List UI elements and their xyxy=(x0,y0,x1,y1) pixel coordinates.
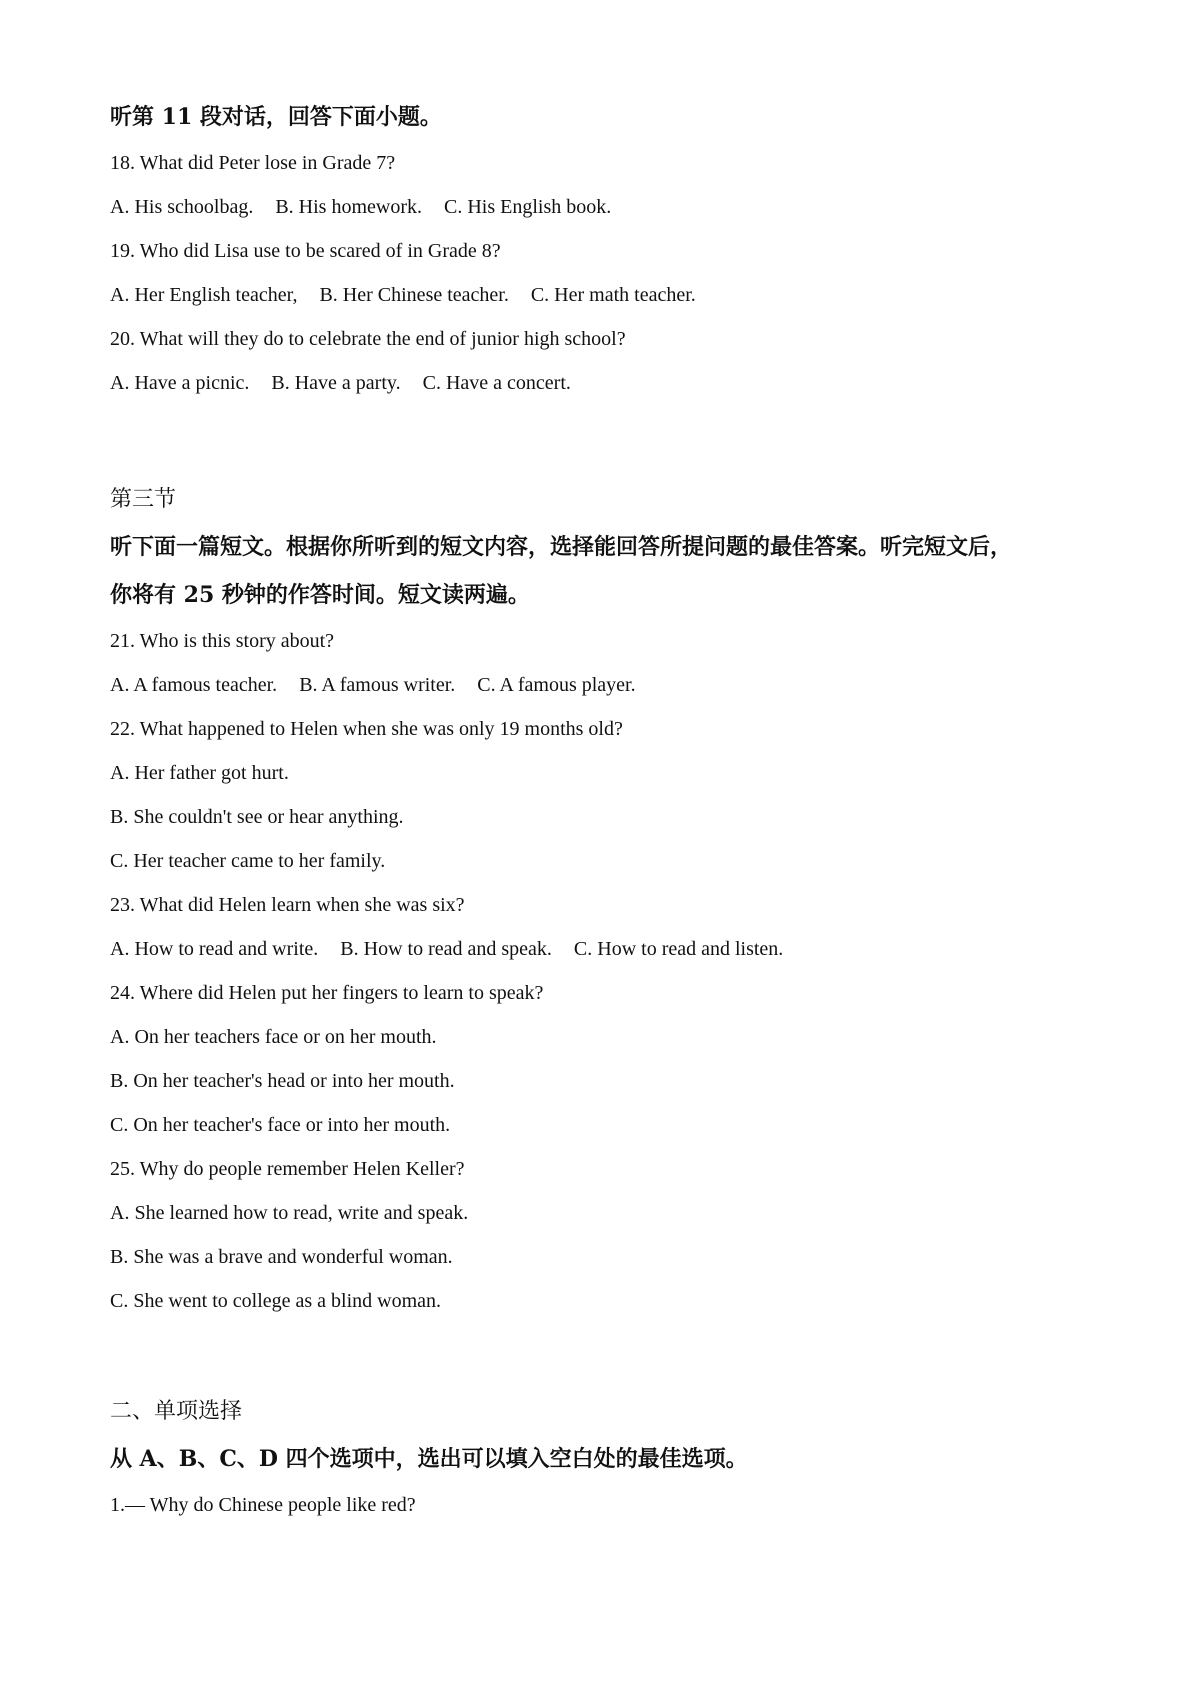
option-b: B. How to read and speak. xyxy=(340,938,552,960)
option-a: A. Have a picnic. xyxy=(110,372,250,394)
question-24: 24. Where did Helen put her fingers to learn to speak? xyxy=(110,982,544,1004)
question-24-option-b: B. On her teacher's head or into her mouth. xyxy=(110,1070,455,1092)
question-21: 21. Who is this story about? xyxy=(110,630,335,652)
question-24-option-a: A. On her teachers face or on her mouth. xyxy=(110,1026,437,1048)
section-11-heading: 听第 11 段对话，回答下面小题。 xyxy=(110,104,442,130)
question-24-option-c: C. On her teacher's face or into her mouth. xyxy=(110,1114,451,1136)
option-a: A. Her English teacher, xyxy=(110,284,298,306)
option-c: C. Her math teacher. xyxy=(530,284,696,306)
section-3-title: 第三节 xyxy=(110,487,177,512)
question-25-option-a: A. She learned how to read, write and speak. xyxy=(110,1202,469,1224)
question-25: 25. Why do people remember Helen Keller? xyxy=(110,1158,465,1180)
option-c: C. His English book. xyxy=(444,196,612,218)
option-a: A. His schoolbag. xyxy=(110,196,254,218)
question-22-option-c: C. Her teacher came to her family. xyxy=(110,850,386,872)
part-2-instruction: 从 A、B、C、D 四个选项中，选出可以填入空白处的最佳选项。 xyxy=(110,1446,748,1472)
question-22: 22. What happened to Helen when she was only 19 months old? xyxy=(110,718,623,740)
question-23: 23. What did Helen learn when she was six? xyxy=(110,894,465,916)
question-1: 1.— Why do Chinese people like red? xyxy=(110,1494,416,1516)
question-23-options xyxy=(110,938,783,961)
question-21-options xyxy=(110,674,636,697)
option-c: C. A famous player. xyxy=(477,674,636,696)
question-19: 19. Who did Lisa use to be scared of in Grade 8? xyxy=(110,240,501,262)
question-25-option-b: B. She was a brave and wonderful woman. xyxy=(110,1246,453,1268)
option-b: B. Her Chinese teacher. xyxy=(319,284,509,306)
question-18: 18. What did Peter lose in Grade 7? xyxy=(110,152,396,174)
option-a: A. How to read and write. xyxy=(110,938,319,960)
question-20-options xyxy=(110,372,571,395)
question-22-option-b: B. She couldn't see or hear anything. xyxy=(110,806,404,828)
question-20: 20. What will they do to celebrate the end of junior high school? xyxy=(110,328,626,350)
option-c: C. Have a concert. xyxy=(422,372,571,394)
question-22-option-a: A. Her father got hurt. xyxy=(110,762,289,784)
question-19-options xyxy=(110,284,696,307)
question-18-options xyxy=(110,196,611,219)
section-3-instruction-line-2: 你将有 25 秒钟的作答时间。短文读两遍。 xyxy=(110,582,530,608)
section-3-instruction-line-1: 听下面一篇短文。根据你所听到的短文内容，选择能回答所提问题的最佳答案。听完短文后， xyxy=(110,534,1013,560)
option-c: C. How to read and listen. xyxy=(573,938,784,960)
part-2-title: 二、单项选择 xyxy=(110,1399,243,1424)
option-b: B. Have a party. xyxy=(271,372,401,394)
option-a: A. A famous teacher. xyxy=(110,674,278,696)
option-b: B. A famous writer. xyxy=(299,674,456,696)
question-25-option-c: C. She went to college as a blind woman. xyxy=(110,1290,442,1312)
option-b: B. His homework. xyxy=(275,196,422,218)
